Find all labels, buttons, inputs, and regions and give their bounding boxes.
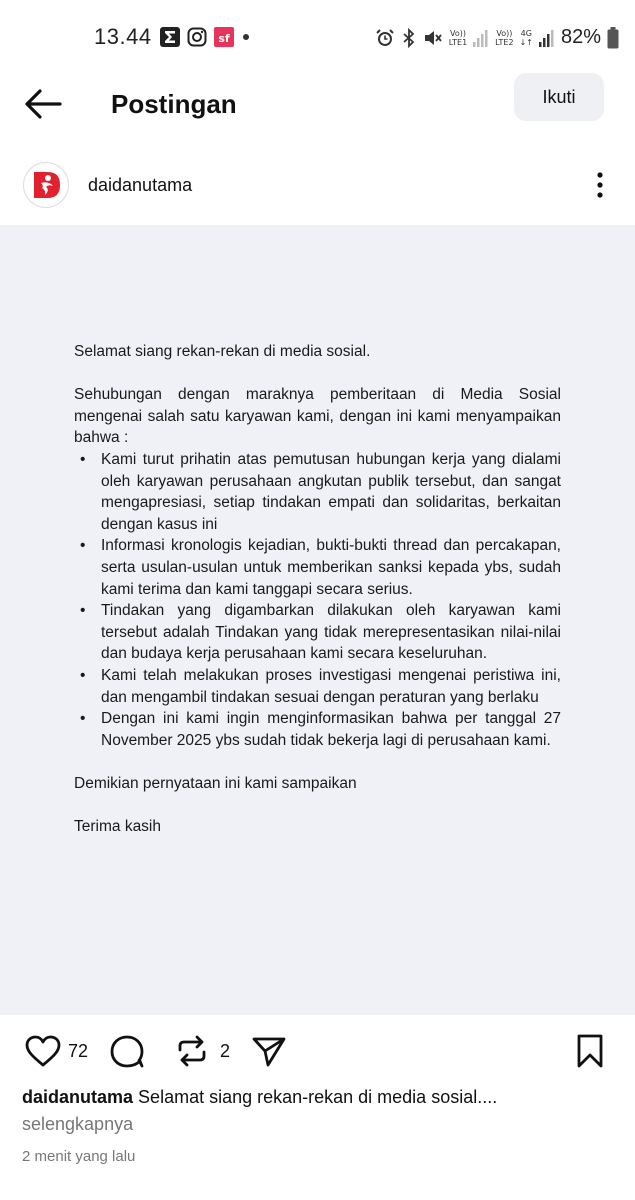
system-icons — [375, 26, 619, 49]
dot-icon — [241, 27, 251, 47]
repost-count: 2 — [220, 1040, 231, 1061]
comment-bubble-icon — [108, 1033, 146, 1069]
sf-app-icon — [214, 27, 234, 47]
battery-percent: 82% — [560, 26, 601, 48]
statement-point: • Dengan ini kami ingin menginformasikan bahwa per tanggal 27 November 2025 ybs sudah tidak bekerja lagi di perusahaan kami. — [74, 708, 561, 751]
statement-signoff: Terima kasih — [74, 818, 161, 836]
statement-point: • Kami turut prihatin atas pemutusan hubungan kerja yang dialami oleh karyawan perusahaan angkutan publik tersebut, dan sangat mengapresiasi, setiap tindakan empati dan solidaritas, berkaitan dengan kasus ini — [74, 449, 561, 535]
statement-points — [74, 449, 561, 751]
statement-point: • Informasi kronologis kejadian, bukti-bukti thread dan percakapan, serta usulan-usulan untuk memberikan sanksi kepada ybs, sudah kami terima dan kami tanggapi secara serius. — [74, 535, 561, 600]
like-count: 72 — [68, 1040, 89, 1061]
statement-document — [74, 341, 561, 838]
send-icon — [250, 1033, 288, 1069]
caption-text: Selamat siang rekan-rekan di media sosial.... — [138, 1087, 498, 1107]
alarm-icon — [375, 28, 395, 48]
mute-icon — [423, 28, 443, 48]
back-arrow-icon — [22, 86, 64, 122]
sigma-app-icon — [160, 27, 180, 47]
statement-closing: Demikian pernyataan ini kami sampaikan — [74, 774, 357, 792]
statement-greeting: Selamat siang rekan-rekan di media sosial. — [74, 343, 371, 360]
more-options-button[interactable] — [584, 170, 616, 200]
status-bar — [0, 0, 635, 70]
sim1-volte-label: Vo)) — [449, 28, 466, 38]
network-type-label: 4G — [520, 28, 532, 38]
signal-icon — [473, 29, 489, 47]
back-button[interactable] — [22, 86, 64, 122]
sim2-lte-label: LTE2 — [495, 37, 514, 47]
caption-username[interactable]: daidanutama — [22, 1087, 134, 1107]
author-username[interactable]: daidanutama — [88, 175, 193, 195]
post-timestamp: 2 menit yang lalu — [22, 1148, 136, 1165]
see-more-link[interactable]: selengkapnya — [22, 1114, 134, 1134]
comment-button[interactable] — [108, 1033, 146, 1069]
svg-text:sf: sf — [218, 32, 230, 45]
statement-point: • Tindakan yang digambarkan dilakukan oleh karyawan kami tersebut adalah Tindakan yang tidak merepresentasikan nilai-nilai dan budaya kerja perusahaan kami secara keseluruhan. — [74, 600, 561, 665]
statement-intro: Sehubungan dengan maraknya pemberitaan di Media Sosial mengenai salah satu karyawan kami, dengan ini kami menyampaikan bahwa : — [74, 386, 561, 447]
bookmark-icon — [575, 1033, 605, 1069]
signal-icon-2 — [539, 29, 555, 47]
bluetooth-icon — [401, 28, 417, 48]
page-title: Postingan — [111, 89, 237, 119]
post-image[interactable] — [0, 225, 635, 1015]
instagram-icon — [187, 27, 207, 47]
sim2-volte-label: Vo)) — [496, 28, 513, 38]
notification-icons — [160, 27, 251, 47]
sim1-lte-label: LTE1 — [448, 37, 468, 47]
brand-logo-icon — [29, 168, 63, 202]
repost-icon — [174, 1033, 210, 1069]
follow-button[interactable]: Ikuti — [514, 73, 604, 121]
app-header — [0, 70, 635, 140]
statement-point: • Kami telah melakukan proses investigasi mengenai peristiwa ini, dan mengambil tindakan sesuai dengan peraturan yang berlaku — [74, 665, 561, 708]
sim2-indicator — [495, 29, 513, 47]
post-caption — [22, 1087, 612, 1108]
share-button[interactable] — [250, 1033, 288, 1069]
status-time: 13.44 — [94, 24, 152, 49]
avatar[interactable] — [23, 162, 69, 208]
more-vertical-icon — [584, 170, 616, 200]
network-type: 4G ↓↑ — [519, 28, 533, 47]
post-action-bar — [0, 1025, 635, 1081]
battery-icon — [607, 27, 619, 49]
like-button[interactable] — [24, 1033, 88, 1069]
post-author-row — [0, 150, 635, 222]
heart-icon — [24, 1034, 62, 1068]
sim1-indicator — [449, 29, 467, 47]
repost-button[interactable] — [174, 1033, 230, 1069]
save-button[interactable] — [575, 1033, 605, 1069]
